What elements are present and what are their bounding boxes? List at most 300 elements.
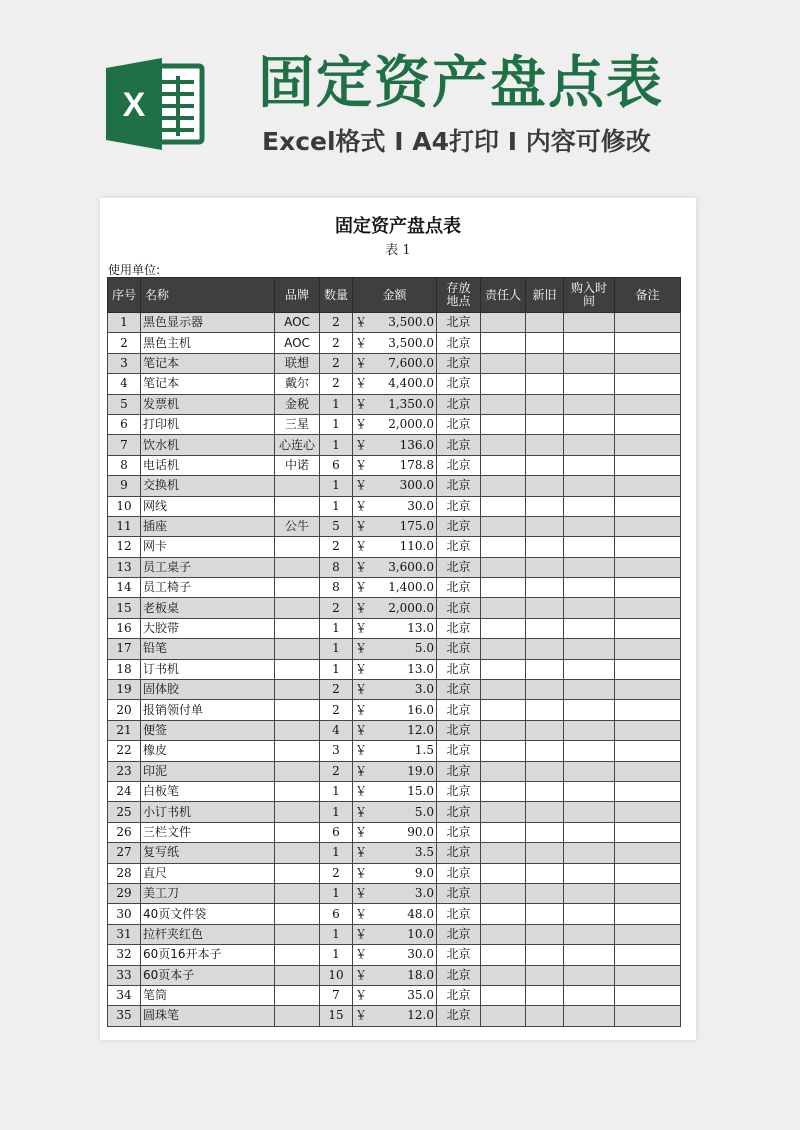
cell-brand[interactable] <box>275 802 320 822</box>
cell-condition[interactable] <box>526 781 564 801</box>
column-header[interactable]: 存放 地点 <box>437 278 481 313</box>
cell-purchase-date[interactable] <box>564 639 615 659</box>
cell-owner[interactable] <box>481 720 526 740</box>
cell-purchase-date[interactable] <box>564 781 615 801</box>
cell-brand[interactable] <box>275 761 320 781</box>
cell-owner[interactable] <box>481 822 526 842</box>
cell-qty[interactable]: 2 <box>320 863 353 883</box>
cell-condition[interactable] <box>526 883 564 903</box>
cell-location[interactable]: 北京 <box>437 333 481 353</box>
cell-remark[interactable] <box>615 496 681 516</box>
column-header[interactable]: 备注 <box>615 278 681 313</box>
cell-purchase-date[interactable] <box>564 985 615 1005</box>
cell-remark[interactable] <box>615 741 681 761</box>
cell-no[interactable]: 3 <box>108 353 141 373</box>
cell-condition[interactable] <box>526 720 564 740</box>
table-row[interactable] <box>108 435 681 455</box>
cell-name[interactable]: 圆珠笔 <box>141 1006 275 1026</box>
cell-amount[interactable] <box>353 883 437 903</box>
cell-purchase-date[interactable] <box>564 965 615 985</box>
cell-brand[interactable]: 三星 <box>275 414 320 434</box>
cell-qty[interactable]: 10 <box>320 965 353 985</box>
cell-amount[interactable] <box>353 394 437 414</box>
cell-no[interactable]: 4 <box>108 374 141 394</box>
cell-owner[interactable] <box>481 680 526 700</box>
cell-qty[interactable]: 4 <box>320 720 353 740</box>
cell-purchase-date[interactable] <box>564 516 615 536</box>
cell-name[interactable]: 订书机 <box>141 659 275 679</box>
cell-no[interactable]: 14 <box>108 578 141 598</box>
column-header[interactable]: 名称 <box>141 278 275 313</box>
cell-condition[interactable] <box>526 863 564 883</box>
cell-purchase-date[interactable] <box>564 578 615 598</box>
cell-remark[interactable] <box>615 557 681 577</box>
cell-owner[interactable] <box>481 904 526 924</box>
cell-name[interactable]: 复写纸 <box>141 843 275 863</box>
cell-brand[interactable] <box>275 618 320 638</box>
cell-qty[interactable]: 2 <box>320 761 353 781</box>
cell-location[interactable]: 北京 <box>437 313 481 333</box>
cell-no[interactable]: 13 <box>108 557 141 577</box>
cell-purchase-date[interactable] <box>564 945 615 965</box>
cell-condition[interactable] <box>526 578 564 598</box>
cell-condition[interactable] <box>526 394 564 414</box>
cell-no[interactable]: 23 <box>108 761 141 781</box>
cell-no[interactable]: 5 <box>108 394 141 414</box>
cell-amount[interactable] <box>353 965 437 985</box>
cell-condition[interactable] <box>526 516 564 536</box>
table-row[interactable] <box>108 720 681 740</box>
cell-name[interactable]: 橡皮 <box>141 741 275 761</box>
cell-location[interactable]: 北京 <box>437 985 481 1005</box>
cell-owner[interactable] <box>481 781 526 801</box>
cell-amount[interactable] <box>353 496 437 516</box>
cell-name[interactable]: 三栏文件 <box>141 822 275 842</box>
cell-condition[interactable] <box>526 700 564 720</box>
cell-location[interactable]: 北京 <box>437 537 481 557</box>
cell-remark[interactable] <box>615 802 681 822</box>
table-row[interactable] <box>108 700 681 720</box>
cell-location[interactable]: 北京 <box>437 598 481 618</box>
cell-no[interactable]: 21 <box>108 720 141 740</box>
cell-purchase-date[interactable] <box>564 924 615 944</box>
cell-no[interactable]: 2 <box>108 333 141 353</box>
cell-condition[interactable] <box>526 1006 564 1026</box>
cell-qty[interactable]: 6 <box>320 822 353 842</box>
cell-name[interactable]: 60页本子 <box>141 965 275 985</box>
table-row[interactable] <box>108 985 681 1005</box>
cell-name[interactable]: 60页16开本子 <box>141 945 275 965</box>
cell-purchase-date[interactable] <box>564 435 615 455</box>
cell-brand[interactable] <box>275 639 320 659</box>
cell-location[interactable]: 北京 <box>437 741 481 761</box>
cell-remark[interactable] <box>615 985 681 1005</box>
cell-qty[interactable]: 1 <box>320 924 353 944</box>
cell-owner[interactable] <box>481 353 526 373</box>
table-row[interactable] <box>108 843 681 863</box>
table-row[interactable] <box>108 904 681 924</box>
cell-owner[interactable] <box>481 761 526 781</box>
cell-qty[interactable]: 1 <box>320 802 353 822</box>
cell-condition[interactable] <box>526 455 564 475</box>
cell-brand[interactable]: 中诺 <box>275 455 320 475</box>
cell-name[interactable]: 大胶带 <box>141 618 275 638</box>
table-row[interactable] <box>108 598 681 618</box>
cell-owner[interactable] <box>481 802 526 822</box>
cell-owner[interactable] <box>481 476 526 496</box>
cell-owner[interactable] <box>481 333 526 353</box>
cell-no[interactable]: 18 <box>108 659 141 679</box>
cell-purchase-date[interactable] <box>564 313 615 333</box>
cell-amount[interactable] <box>353 761 437 781</box>
cell-condition[interactable] <box>526 822 564 842</box>
cell-owner[interactable] <box>481 700 526 720</box>
cell-no[interactable]: 7 <box>108 435 141 455</box>
cell-condition[interactable] <box>526 557 564 577</box>
table-row[interactable] <box>108 374 681 394</box>
column-header[interactable]: 数量 <box>320 278 353 313</box>
cell-purchase-date[interactable] <box>564 618 615 638</box>
table-row[interactable] <box>108 496 681 516</box>
cell-remark[interactable] <box>615 639 681 659</box>
cell-qty[interactable]: 6 <box>320 455 353 475</box>
cell-no[interactable]: 28 <box>108 863 141 883</box>
cell-remark[interactable] <box>615 945 681 965</box>
cell-qty[interactable]: 3 <box>320 741 353 761</box>
cell-location[interactable]: 北京 <box>437 822 481 842</box>
cell-qty[interactable]: 1 <box>320 945 353 965</box>
cell-name[interactable]: 电话机 <box>141 455 275 475</box>
cell-no[interactable]: 8 <box>108 455 141 475</box>
cell-no[interactable]: 16 <box>108 618 141 638</box>
cell-brand[interactable]: 心连心 <box>275 435 320 455</box>
cell-owner[interactable] <box>481 1006 526 1026</box>
cell-brand[interactable] <box>275 680 320 700</box>
cell-qty[interactable]: 5 <box>320 516 353 536</box>
cell-no[interactable]: 33 <box>108 965 141 985</box>
cell-remark[interactable] <box>615 924 681 944</box>
cell-brand[interactable] <box>275 476 320 496</box>
cell-condition[interactable] <box>526 904 564 924</box>
cell-remark[interactable] <box>615 537 681 557</box>
cell-amount[interactable] <box>353 1006 437 1026</box>
cell-remark[interactable] <box>615 659 681 679</box>
cell-location[interactable]: 北京 <box>437 455 481 475</box>
column-header[interactable]: 序号 <box>108 278 141 313</box>
cell-amount[interactable] <box>353 476 437 496</box>
cell-brand[interactable] <box>275 537 320 557</box>
table-row[interactable] <box>108 761 681 781</box>
cell-owner[interactable] <box>481 924 526 944</box>
cell-condition[interactable] <box>526 924 564 944</box>
cell-qty[interactable]: 1 <box>320 394 353 414</box>
cell-location[interactable]: 北京 <box>437 802 481 822</box>
cell-amount[interactable] <box>353 557 437 577</box>
cell-name[interactable]: 铅笔 <box>141 639 275 659</box>
cell-condition[interactable] <box>526 476 564 496</box>
table-row[interactable] <box>108 802 681 822</box>
cell-condition[interactable] <box>526 741 564 761</box>
cell-purchase-date[interactable] <box>564 843 615 863</box>
cell-owner[interactable] <box>481 578 526 598</box>
cell-amount[interactable] <box>353 802 437 822</box>
cell-brand[interactable] <box>275 863 320 883</box>
cell-name[interactable]: 交换机 <box>141 476 275 496</box>
cell-brand[interactable] <box>275 843 320 863</box>
cell-owner[interactable] <box>481 455 526 475</box>
cell-remark[interactable] <box>615 863 681 883</box>
cell-amount[interactable] <box>353 333 437 353</box>
cell-location[interactable]: 北京 <box>437 781 481 801</box>
cell-qty[interactable]: 2 <box>320 333 353 353</box>
cell-name[interactable]: 笔筒 <box>141 985 275 1005</box>
cell-remark[interactable] <box>615 394 681 414</box>
cell-remark[interactable] <box>615 598 681 618</box>
cell-location[interactable]: 北京 <box>437 863 481 883</box>
cell-name[interactable]: 黑色显示器 <box>141 313 275 333</box>
cell-no[interactable]: 20 <box>108 700 141 720</box>
cell-qty[interactable]: 1 <box>320 618 353 638</box>
cell-name[interactable]: 报销领付单 <box>141 700 275 720</box>
cell-condition[interactable] <box>526 496 564 516</box>
cell-qty[interactable]: 2 <box>320 374 353 394</box>
cell-remark[interactable] <box>615 720 681 740</box>
column-header[interactable]: 品牌 <box>275 278 320 313</box>
cell-purchase-date[interactable] <box>564 455 615 475</box>
cell-location[interactable]: 北京 <box>437 516 481 536</box>
cell-qty[interactable]: 7 <box>320 985 353 1005</box>
column-header[interactable]: 金额 <box>353 278 437 313</box>
cell-owner[interactable] <box>481 883 526 903</box>
cell-owner[interactable] <box>481 313 526 333</box>
cell-brand[interactable] <box>275 781 320 801</box>
table-row[interactable] <box>108 455 681 475</box>
cell-brand[interactable] <box>275 720 320 740</box>
cell-condition[interactable] <box>526 598 564 618</box>
cell-location[interactable]: 北京 <box>437 639 481 659</box>
cell-location[interactable]: 北京 <box>437 680 481 700</box>
cell-no[interactable]: 34 <box>108 985 141 1005</box>
table-row[interactable] <box>108 414 681 434</box>
cell-qty[interactable]: 2 <box>320 353 353 373</box>
table-row[interactable] <box>108 822 681 842</box>
cell-name[interactable]: 直尺 <box>141 863 275 883</box>
column-header[interactable]: 责任人 <box>481 278 526 313</box>
cell-purchase-date[interactable] <box>564 374 615 394</box>
cell-purchase-date[interactable] <box>564 1006 615 1026</box>
cell-condition[interactable] <box>526 435 564 455</box>
cell-amount[interactable] <box>353 741 437 761</box>
cell-qty[interactable]: 1 <box>320 843 353 863</box>
cell-brand[interactable] <box>275 924 320 944</box>
cell-brand[interactable]: AOC <box>275 333 320 353</box>
cell-location[interactable]: 北京 <box>437 394 481 414</box>
cell-remark[interactable] <box>615 313 681 333</box>
cell-brand[interactable] <box>275 985 320 1005</box>
cell-remark[interactable] <box>615 455 681 475</box>
cell-condition[interactable] <box>526 965 564 985</box>
cell-no[interactable]: 9 <box>108 476 141 496</box>
cell-purchase-date[interactable] <box>564 761 615 781</box>
cell-location[interactable]: 北京 <box>437 720 481 740</box>
cell-brand[interactable] <box>275 945 320 965</box>
cell-owner[interactable] <box>481 945 526 965</box>
cell-owner[interactable] <box>481 618 526 638</box>
cell-location[interactable]: 北京 <box>437 924 481 944</box>
cell-remark[interactable] <box>615 965 681 985</box>
cell-amount[interactable] <box>353 313 437 333</box>
cell-amount[interactable] <box>353 618 437 638</box>
cell-amount[interactable] <box>353 374 437 394</box>
cell-condition[interactable] <box>526 353 564 373</box>
cell-condition[interactable] <box>526 537 564 557</box>
cell-amount[interactable] <box>353 720 437 740</box>
cell-purchase-date[interactable] <box>564 598 615 618</box>
table-row[interactable] <box>108 537 681 557</box>
cell-purchase-date[interactable] <box>564 680 615 700</box>
cell-amount[interactable] <box>353 537 437 557</box>
cell-amount[interactable] <box>353 863 437 883</box>
cell-purchase-date[interactable] <box>564 476 615 496</box>
cell-qty[interactable]: 1 <box>320 781 353 801</box>
cell-brand[interactable] <box>275 741 320 761</box>
cell-amount[interactable] <box>353 822 437 842</box>
cell-location[interactable]: 北京 <box>437 496 481 516</box>
cell-amount[interactable] <box>353 659 437 679</box>
cell-amount[interactable] <box>353 945 437 965</box>
table-row[interactable] <box>108 781 681 801</box>
cell-location[interactable]: 北京 <box>437 700 481 720</box>
cell-name[interactable]: 固体胶 <box>141 680 275 700</box>
cell-location[interactable]: 北京 <box>437 414 481 434</box>
cell-name[interactable]: 饮水机 <box>141 435 275 455</box>
table-row[interactable] <box>108 863 681 883</box>
cell-no[interactable]: 6 <box>108 414 141 434</box>
cell-owner[interactable] <box>481 435 526 455</box>
cell-brand[interactable] <box>275 904 320 924</box>
cell-remark[interactable] <box>615 761 681 781</box>
cell-no[interactable]: 35 <box>108 1006 141 1026</box>
cell-qty[interactable]: 1 <box>320 476 353 496</box>
table-row[interactable] <box>108 639 681 659</box>
cell-brand[interactable] <box>275 1006 320 1026</box>
cell-owner[interactable] <box>481 843 526 863</box>
cell-brand[interactable] <box>275 700 320 720</box>
cell-qty[interactable]: 2 <box>320 700 353 720</box>
cell-purchase-date[interactable] <box>564 904 615 924</box>
cell-no[interactable]: 12 <box>108 537 141 557</box>
cell-owner[interactable] <box>481 741 526 761</box>
cell-remark[interactable] <box>615 700 681 720</box>
cell-condition[interactable] <box>526 761 564 781</box>
table-row[interactable] <box>108 353 681 373</box>
cell-condition[interactable] <box>526 802 564 822</box>
cell-no[interactable]: 25 <box>108 802 141 822</box>
cell-location[interactable]: 北京 <box>437 945 481 965</box>
cell-qty[interactable]: 1 <box>320 659 353 679</box>
cell-qty[interactable]: 2 <box>320 598 353 618</box>
cell-brand[interactable] <box>275 883 320 903</box>
table-row[interactable] <box>108 924 681 944</box>
cell-amount[interactable] <box>353 781 437 801</box>
cell-remark[interactable] <box>615 618 681 638</box>
cell-amount[interactable] <box>353 680 437 700</box>
cell-amount[interactable] <box>353 516 437 536</box>
cell-location[interactable]: 北京 <box>437 659 481 679</box>
cell-no[interactable]: 15 <box>108 598 141 618</box>
table-row[interactable] <box>108 741 681 761</box>
cell-qty[interactable]: 1 <box>320 496 353 516</box>
cell-amount[interactable] <box>353 639 437 659</box>
table-row[interactable] <box>108 578 681 598</box>
cell-qty[interactable]: 1 <box>320 414 353 434</box>
cell-no[interactable]: 11 <box>108 516 141 536</box>
table-row[interactable] <box>108 945 681 965</box>
cell-name[interactable]: 印泥 <box>141 761 275 781</box>
table-row[interactable] <box>108 394 681 414</box>
cell-no[interactable]: 26 <box>108 822 141 842</box>
cell-remark[interactable] <box>615 822 681 842</box>
cell-no[interactable]: 30 <box>108 904 141 924</box>
cell-purchase-date[interactable] <box>564 557 615 577</box>
cell-amount[interactable] <box>353 455 437 475</box>
cell-no[interactable]: 31 <box>108 924 141 944</box>
cell-name[interactable]: 插座 <box>141 516 275 536</box>
cell-purchase-date[interactable] <box>564 802 615 822</box>
cell-location[interactable]: 北京 <box>437 761 481 781</box>
cell-no[interactable]: 19 <box>108 680 141 700</box>
cell-owner[interactable] <box>481 639 526 659</box>
cell-remark[interactable] <box>615 414 681 434</box>
cell-name[interactable]: 黑色主机 <box>141 333 275 353</box>
cell-location[interactable]: 北京 <box>437 965 481 985</box>
cell-amount[interactable] <box>353 904 437 924</box>
cell-purchase-date[interactable] <box>564 353 615 373</box>
cell-qty[interactable]: 2 <box>320 537 353 557</box>
cell-remark[interactable] <box>615 1006 681 1026</box>
cell-qty[interactable]: 8 <box>320 578 353 598</box>
cell-condition[interactable] <box>526 414 564 434</box>
cell-owner[interactable] <box>481 516 526 536</box>
cell-remark[interactable] <box>615 333 681 353</box>
table-row[interactable] <box>108 680 681 700</box>
cell-remark[interactable] <box>615 680 681 700</box>
table-row[interactable] <box>108 1006 681 1026</box>
cell-qty[interactable]: 6 <box>320 904 353 924</box>
cell-location[interactable]: 北京 <box>437 353 481 373</box>
column-header[interactable]: 新旧 <box>526 278 564 313</box>
cell-no[interactable]: 29 <box>108 883 141 903</box>
cell-owner[interactable] <box>481 557 526 577</box>
cell-purchase-date[interactable] <box>564 883 615 903</box>
cell-qty[interactable]: 1 <box>320 883 353 903</box>
cell-name[interactable]: 发票机 <box>141 394 275 414</box>
cell-owner[interactable] <box>481 394 526 414</box>
cell-purchase-date[interactable] <box>564 863 615 883</box>
cell-location[interactable]: 北京 <box>437 374 481 394</box>
table-row[interactable] <box>108 965 681 985</box>
cell-qty[interactable]: 15 <box>320 1006 353 1026</box>
cell-purchase-date[interactable] <box>564 822 615 842</box>
cell-brand[interactable] <box>275 578 320 598</box>
cell-brand[interactable] <box>275 557 320 577</box>
cell-remark[interactable] <box>615 781 681 801</box>
cell-name[interactable]: 网卡 <box>141 537 275 557</box>
cell-purchase-date[interactable] <box>564 720 615 740</box>
cell-brand[interactable]: AOC <box>275 313 320 333</box>
cell-location[interactable]: 北京 <box>437 904 481 924</box>
cell-qty[interactable]: 2 <box>320 313 353 333</box>
